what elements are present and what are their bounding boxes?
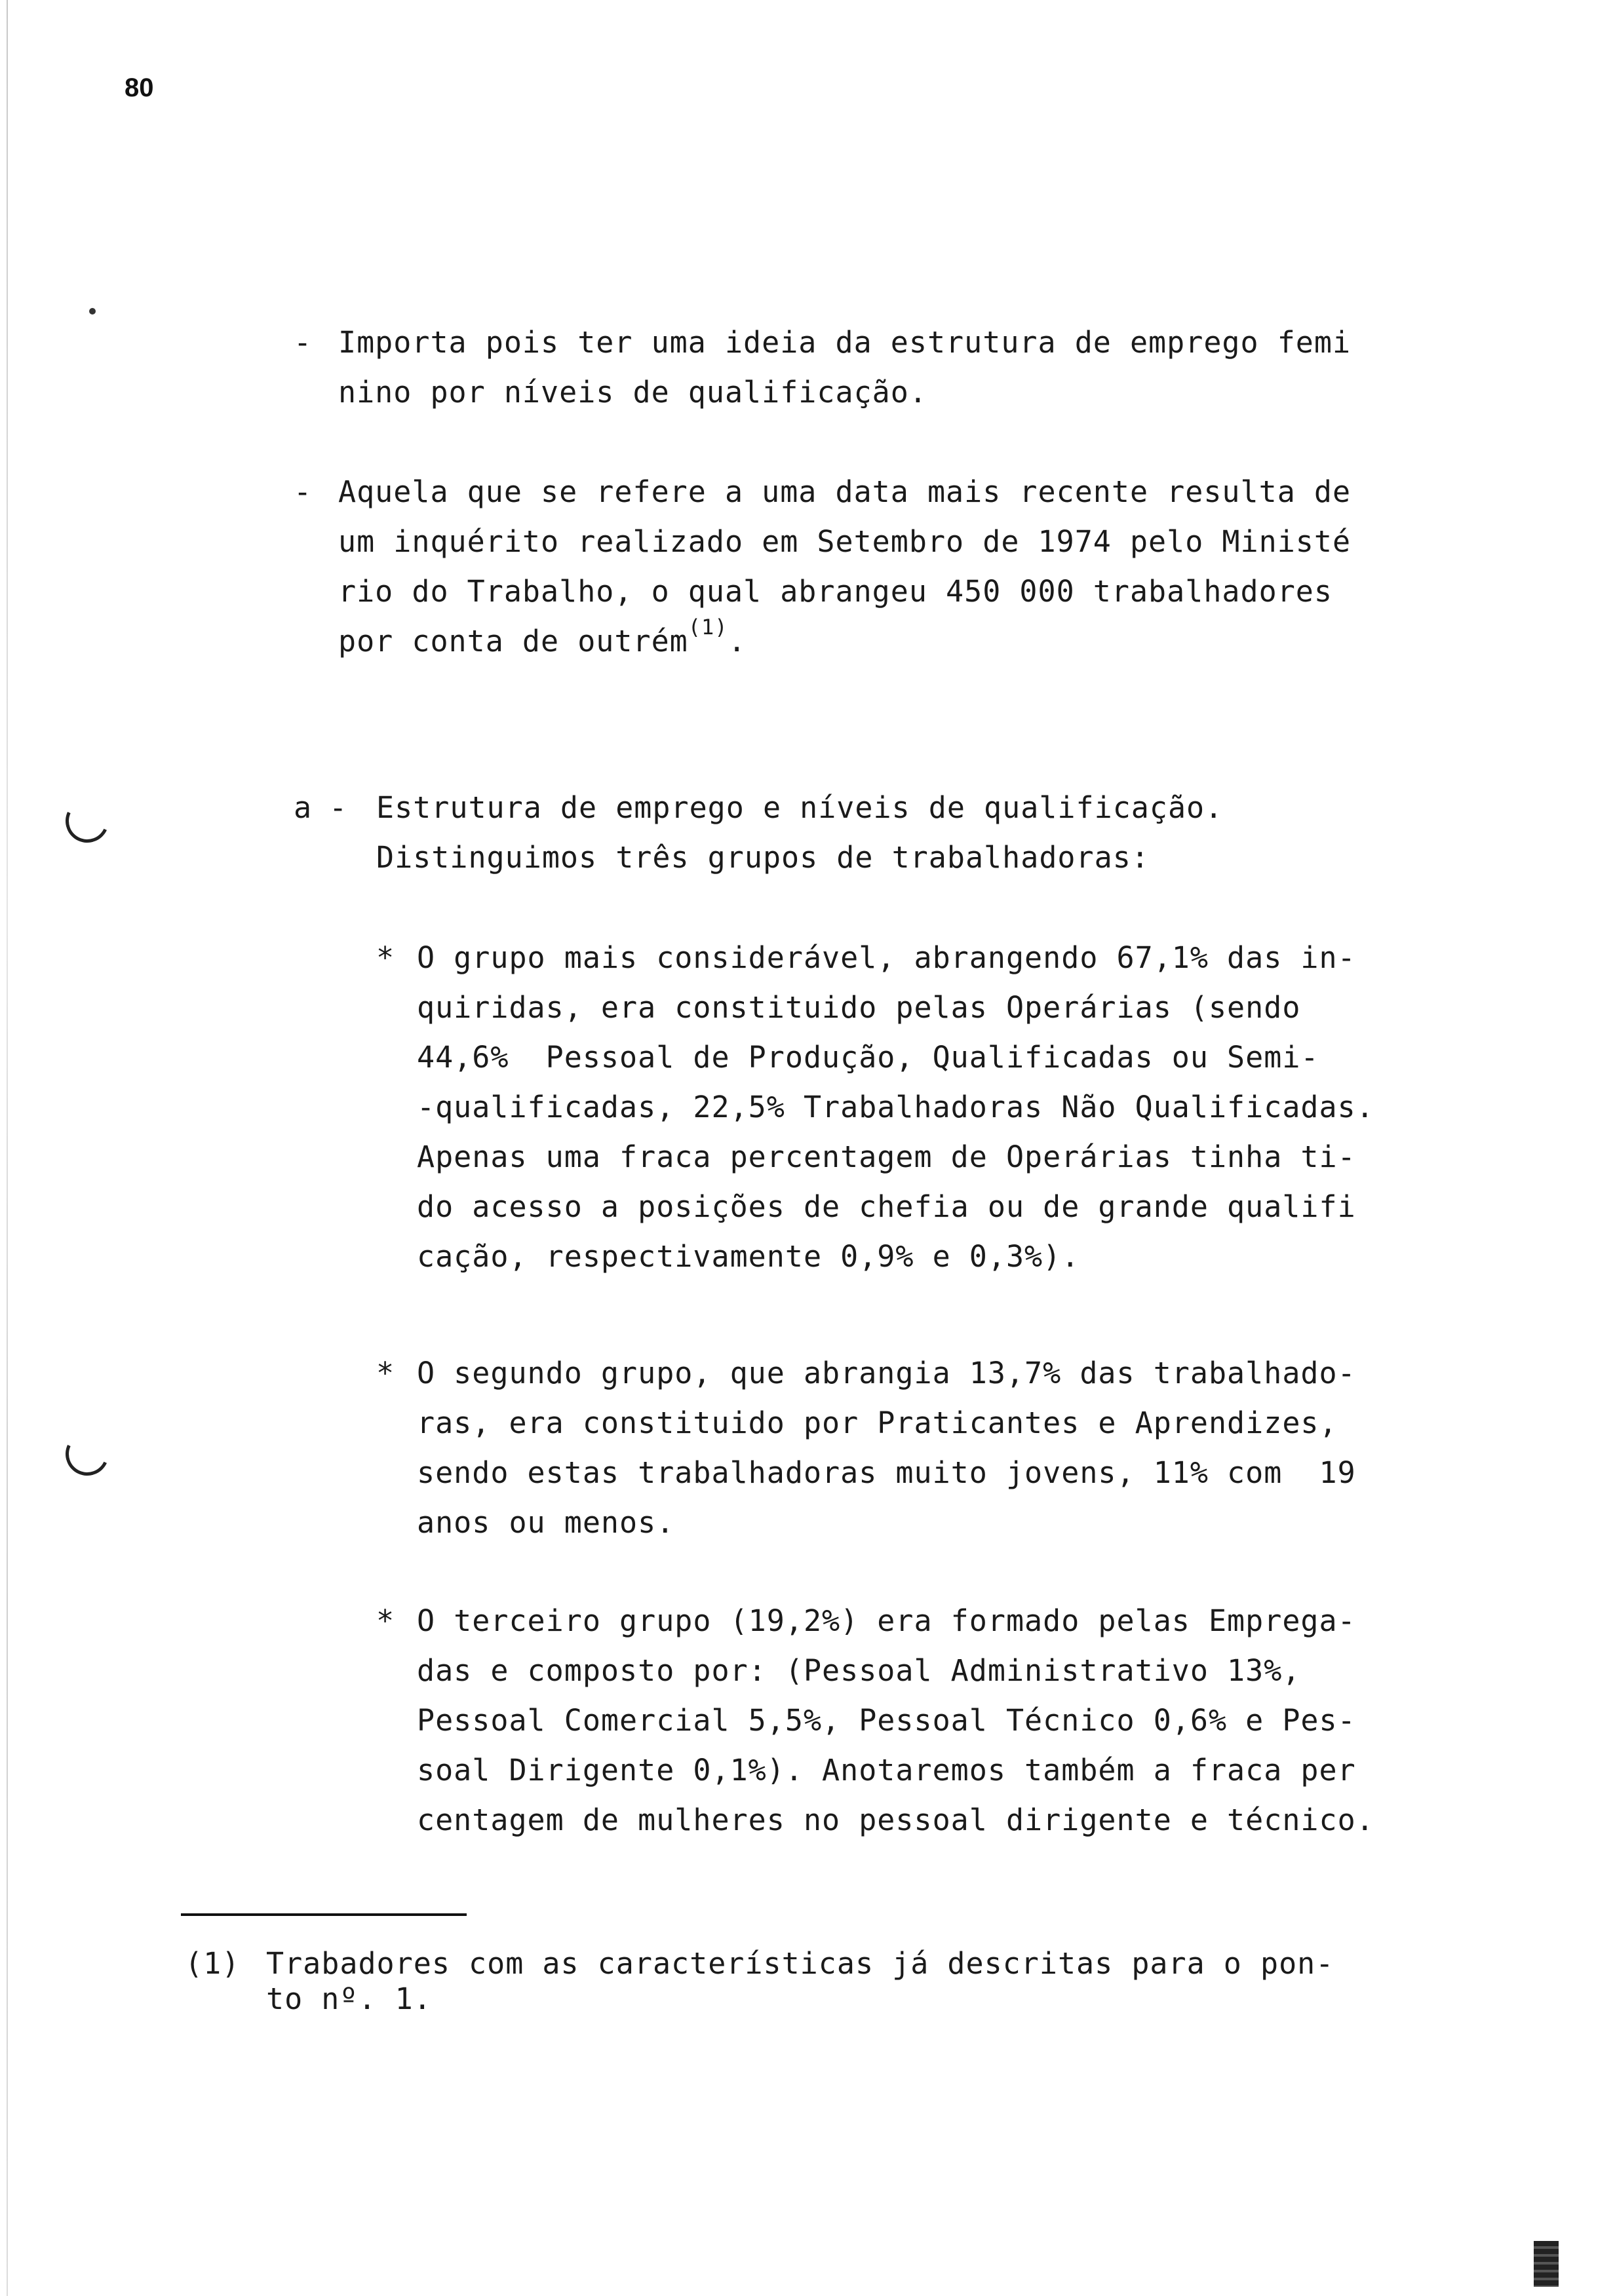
footnote-reference: (1) <box>688 615 728 640</box>
bullet-marker: * <box>376 940 395 975</box>
section-heading <box>376 783 1223 883</box>
text-line: quiridas, era constituido pelas Operárias (sendo <box>417 990 1301 1025</box>
scan-left-edge <box>7 0 8 2296</box>
text-line: sendo estas trabalhadoras muito jovens, 11% com 19 <box>417 1455 1356 1490</box>
footnote-line: Trabadores com as características já descritas para o pon- <box>266 1946 1334 1981</box>
bullet-paragraph-second-group <box>417 1349 1356 1548</box>
page-number: 80 <box>125 73 154 102</box>
text-line-with-footnote <box>338 617 1351 669</box>
text-line: ras, era constituido por Praticantes e Aprendizes, <box>417 1406 1338 1440</box>
binder-hole-mark <box>60 794 115 849</box>
text-fragment: . <box>728 624 747 659</box>
footnote-number: (1) <box>185 1946 241 1981</box>
text-line: centagem de mulheres no pessoal dirigente e técnico. <box>417 1803 1374 1837</box>
dash-marker: - <box>294 474 312 509</box>
text-line: 44,6% Pessoal de Produção, Qualificadas ou Semi- <box>417 1040 1319 1075</box>
text-line: rio do Trabalho, o qual abrangeu 450 000 trabalhadores <box>338 574 1333 609</box>
text-fragment: por conta de outrém <box>338 624 688 659</box>
footnote <box>185 1946 1334 2017</box>
text-line: soal Dirigente 0,1%). Anotaremos também a fraca per <box>417 1753 1356 1788</box>
text-line: do acesso a posições de chefia ou de grande qualifi <box>417 1189 1356 1224</box>
text-line: Importa pois ter uma ideia da estrutura de emprego femi <box>338 325 1352 360</box>
text-line: O grupo mais considerável, abrangendo 67,1% das in- <box>417 940 1356 975</box>
text-line: um inquérito realizado em Setembro de 1974 pelo Ministé <box>338 524 1352 559</box>
scan-speck <box>89 308 96 315</box>
bullet-marker: * <box>376 1356 395 1390</box>
binder-hole-mark <box>60 1426 115 1482</box>
text-line: O segundo grupo, que abrangia 13,7% das trabalhado- <box>417 1356 1356 1390</box>
text-line: O terceiro grupo (19,2%) era formado pelas Emprega- <box>417 1603 1356 1638</box>
text-line: Estrutura de emprego e níveis de qualificação. <box>376 790 1224 825</box>
bullet-marker: * <box>376 1603 395 1638</box>
text-line: anos ou menos. <box>417 1505 675 1540</box>
bullet-paragraph-first-group <box>417 933 1374 1282</box>
text-line: Apenas uma fraca percentagem de Operárias tinha ti- <box>417 1139 1356 1174</box>
text-line: nino por níveis de qualificação. <box>338 375 927 410</box>
footnote-divider <box>181 1913 467 1916</box>
text-line: das e composto por: (Pessoal Administrativo 13%, <box>417 1653 1301 1688</box>
text-line: -qualificadas, 22,5% Trabalhadoras Não Qualificadas. <box>417 1090 1374 1124</box>
text-line: Pessoal Comercial 5,5%, Pessoal Técnico 0,6% e Pes- <box>417 1703 1356 1738</box>
footnote-line: to nº. 1. <box>266 1981 432 2016</box>
text-line: Aquela que se refere a uma data mais recente resulta de <box>338 474 1352 509</box>
text-line: Distinguimos três grupos de trabalhadoras: <box>376 840 1150 875</box>
section-marker: a - <box>294 790 347 825</box>
bullet-paragraph-third-group <box>417 1596 1374 1845</box>
binder-clip-mark <box>1534 2241 1559 2287</box>
paragraph-importa <box>338 318 1351 417</box>
dash-marker: - <box>294 325 312 360</box>
paragraph-aquela <box>338 467 1351 669</box>
text-line: cação, respectivamente 0,9% e 0,3%). <box>417 1239 1080 1274</box>
